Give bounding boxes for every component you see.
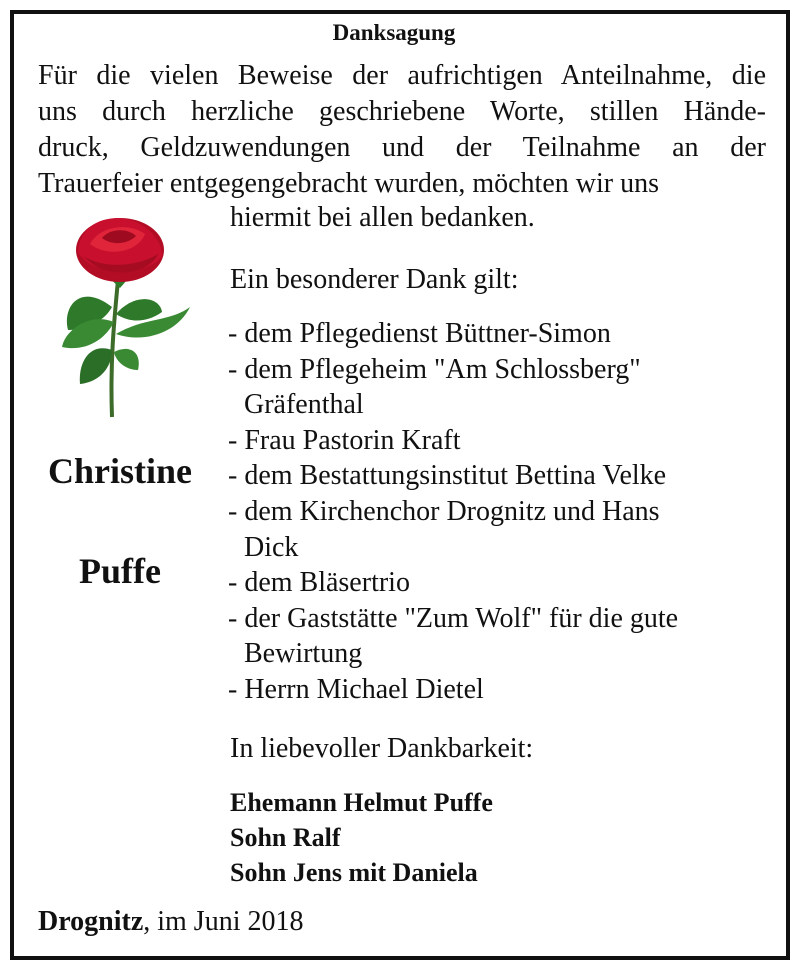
red-rose-icon bbox=[50, 212, 200, 422]
list-item: - dem Kirchenchor Drognitz und Hans bbox=[228, 495, 660, 527]
list-item: - Herrn Michael Dietel bbox=[228, 673, 484, 705]
footer-place-date bbox=[38, 906, 303, 938]
list-item: - dem Pflegedienst Büttner-Simon bbox=[228, 318, 611, 349]
intro-line-2: uns durch herzliche geschriebene Worte, stillen Hände- bbox=[38, 96, 766, 127]
intro-line-1: Für die vielen Beweise der aufrichtigen Anteilnahme, die bbox=[38, 60, 766, 91]
signature-3: Sohn Jens mit Daniela bbox=[230, 858, 478, 887]
footer-place: Drognitz bbox=[38, 906, 144, 937]
signature-1: Ehemann Helmut Puffe bbox=[230, 788, 493, 817]
special-thanks-heading: Ein besonderer Dank gilt: bbox=[230, 264, 519, 295]
list-item: - dem Bestattungsinstitut Bettina Velke bbox=[228, 460, 667, 492]
list-item: - der Gaststätte "Zum Wolf" für die gute bbox=[228, 602, 679, 634]
list-item: - dem Bläsertrio bbox=[228, 567, 410, 599]
intro-line-4: Trauerfeier entgegengebracht wurden, möchten wir uns bbox=[38, 168, 659, 199]
list-item: - Frau Pastorin Kraft bbox=[228, 424, 461, 456]
closing-text: In liebevoller Dankbarkeit: bbox=[230, 733, 534, 764]
intro-line-5: hiermit bei allen bedanken. bbox=[230, 202, 535, 233]
signature-2: Sohn Ralf bbox=[230, 823, 341, 852]
deceased-last-name: Puffe bbox=[79, 551, 161, 591]
deceased-first-name: Christine bbox=[48, 451, 192, 491]
intro-line-3: druck, Geldzuwendungen und der Teilnahme an der bbox=[38, 132, 766, 163]
thanks-list bbox=[228, 316, 678, 708]
list-item: Dick bbox=[244, 531, 299, 563]
list-item: Gräfenthal bbox=[244, 389, 364, 421]
list-item: - dem Pflegeheim "Am Schlossberg" bbox=[228, 353, 641, 385]
intro-text bbox=[38, 58, 766, 202]
footer-date: , im Juni 2018 bbox=[143, 906, 304, 937]
notice-title: Danksagung bbox=[332, 20, 456, 45]
list-item: Bewirtung bbox=[244, 638, 363, 670]
